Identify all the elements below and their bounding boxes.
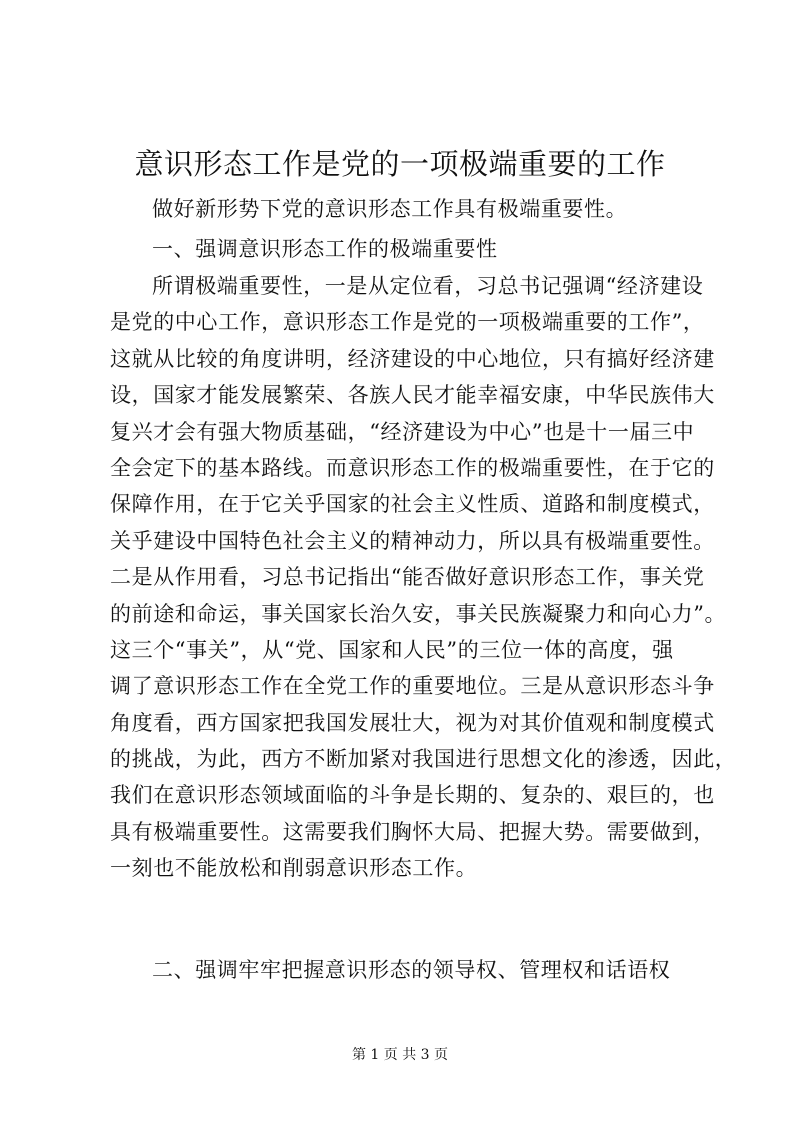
paragraph-line: 角度看，西方国家把我国发展壮大，视为对其价值观和制度模式 bbox=[110, 710, 715, 735]
paragraph-line: 是党的中心工作，意识形态工作是党的一项极端重要的工作”， bbox=[110, 310, 705, 335]
paragraph-line: 这就从比较的角度讲明，经济建设的中心地位，只有搞好经济建 bbox=[110, 346, 715, 371]
paragraph-line: 的挑战，为此，西方不断加紧对我国进行思想文化的渗透，因此， bbox=[110, 747, 737, 772]
section-heading-1: 一、强调意识形态工作的极端重要性 bbox=[152, 237, 498, 261]
paragraph-line: 这三个“事关”，从“党、国家和人民”的三位一体的高度，强 bbox=[110, 637, 674, 662]
paragraph-line: 所谓极端重要性，一是从定位看，习总书记强调“经济建设 bbox=[152, 274, 704, 298]
paragraph-line: 的前途和命运，事关国家长治久安，事关民族凝聚力和向心力”。 bbox=[110, 601, 727, 626]
document-title: 意识形态工作是党的一项极端重要的工作 bbox=[134, 147, 666, 181]
intro-line: 做好新形势下党的意识形态工作具有极端重要性。 bbox=[152, 197, 628, 221]
body-paragraph bbox=[110, 268, 736, 887]
paragraph-line: 调了意识形态工作在全党工作的重要地位。三是从意识形态斗争 bbox=[110, 674, 715, 699]
paragraph-line: 我们在意识形态领域面临的斗争是长期的、复杂的、艰巨的，也 bbox=[110, 783, 715, 808]
paragraph-line: 复兴才会有强大物质基础，“经济建设为中心”也是十一届三中 bbox=[110, 419, 695, 444]
paragraph-line: 二是从作用看，习总书记指出“能否做好意识形态工作，事关党 bbox=[110, 565, 705, 590]
paragraph-line: 保障作用，在于它关乎国家的社会主义性质、道路和制度模式， bbox=[110, 492, 715, 517]
paragraph-line: 关乎建设中国特色社会主义的精神动力，所以具有极端重要性。 bbox=[110, 528, 715, 553]
paragraph-line: 设，国家才能发展繁荣、各族人民才能幸福安康，中华民族伟大 bbox=[110, 383, 715, 408]
page-footer: 第 1 页 共 3 页 bbox=[351, 1047, 449, 1063]
paragraph-line: 具有极端重要性。这需要我们胸怀大局、把握大势。需要做到， bbox=[110, 819, 715, 844]
paragraph-line: 一刻也不能放松和削弱意识形态工作。 bbox=[110, 856, 478, 881]
section-heading-2: 二、强调牢牢把握意识形态的领导权、管理权和话语权 bbox=[152, 958, 671, 982]
paragraph-line: 全会定下的基本路线。而意识形态工作的极端重要性，在于它的 bbox=[110, 455, 715, 480]
